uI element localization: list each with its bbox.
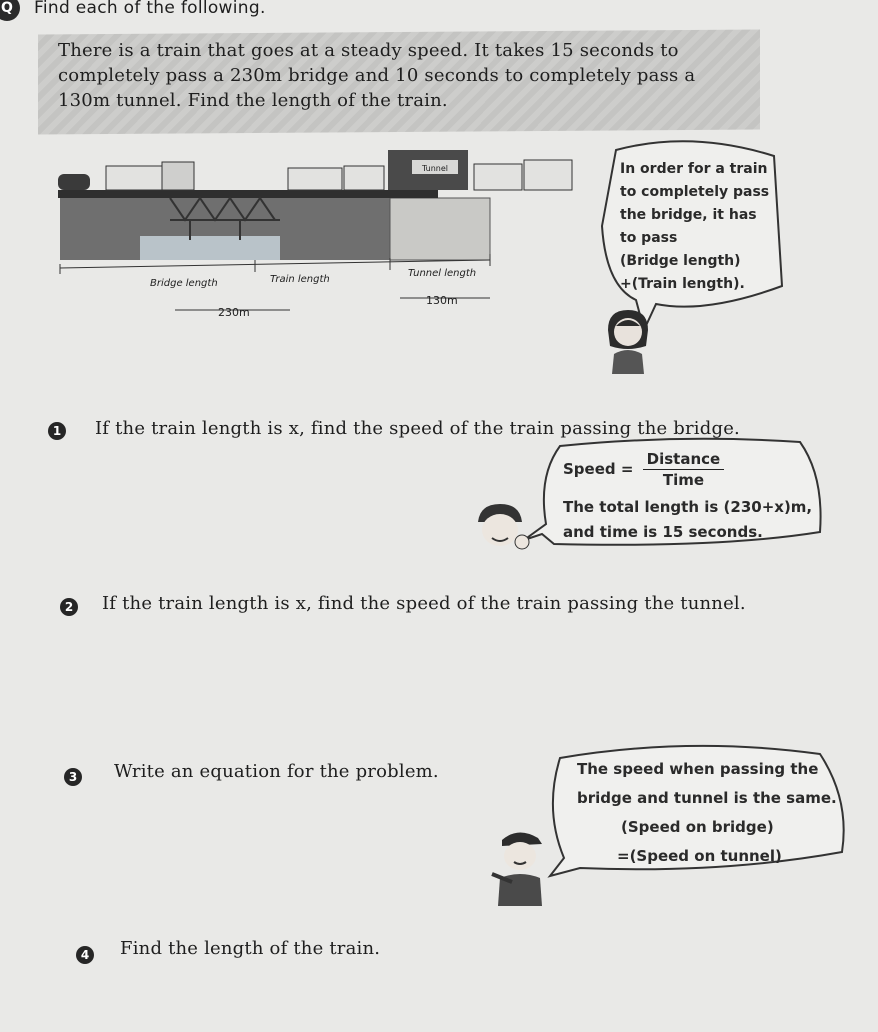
question-number-4: 4 — [76, 946, 94, 964]
question-badge: Q — [0, 0, 20, 21]
tunnel-value-label: 130m — [426, 294, 458, 307]
question-number-2: 2 — [60, 598, 78, 616]
train-length-label: Train length — [270, 274, 330, 285]
train-bridge-tunnel-diagram — [40, 140, 600, 330]
speed-hint-line-2: The total length is (230+x)m, — [563, 498, 813, 516]
water — [140, 236, 280, 260]
bridge-length-label: Bridge length — [150, 278, 218, 289]
instruction-text: Find each of the following. — [34, 0, 266, 18]
speed-hint-line-3: and time is 15 seconds. — [563, 523, 763, 541]
tunnel-length-label: Tunnel length — [408, 268, 477, 279]
question-3-text: Write an equation for the problem. — [114, 761, 439, 782]
question-1-text: If the train length is x, find the speed of the train passing the bridge. — [95, 418, 740, 439]
ground-middle — [390, 198, 490, 260]
problem-statement: There is a train that goes at a steady speed. It takes 15 seconds to completely pass a 230m bridge and 10 seconds to completely pass a 130m tunnel. Find the length of the train. — [58, 40, 696, 111]
question-2-text: If the train length is x, find the speed of the train passing the tunnel. — [102, 593, 746, 614]
header — [0, 0, 266, 24]
speed-formula: Speed = $\frac{\text{Distance}}{\text{Time}}$ — [563, 449, 724, 490]
girl-avatar — [598, 306, 658, 378]
tunnel-sign-text: Tunnel — [421, 164, 449, 173]
speed-fraction: $\frac{\text{Distance}}{\text{Time}}$ — [643, 449, 725, 490]
train-exiting-tunnel — [474, 160, 572, 190]
bridge-value-label: 230m — [218, 306, 250, 319]
bridge-hint-text: In order for a train to completely pass the bridge, it has to pass (Bridge length) +(Train length). — [620, 161, 770, 292]
equation-hint-text: The speed when passing the bridge and tunnel is the same. (Speed on bridge) =(Speed on tunnel) — [577, 760, 837, 865]
question-number-3: 3 — [64, 768, 82, 786]
train-on-bridge — [58, 162, 384, 190]
boy-avatar — [470, 500, 532, 560]
boy-with-cap-avatar — [488, 826, 552, 910]
question-4-text: Find the length of the train. — [120, 938, 381, 959]
bridge-deck — [58, 190, 438, 198]
question-number-1: 1 — [48, 422, 66, 440]
